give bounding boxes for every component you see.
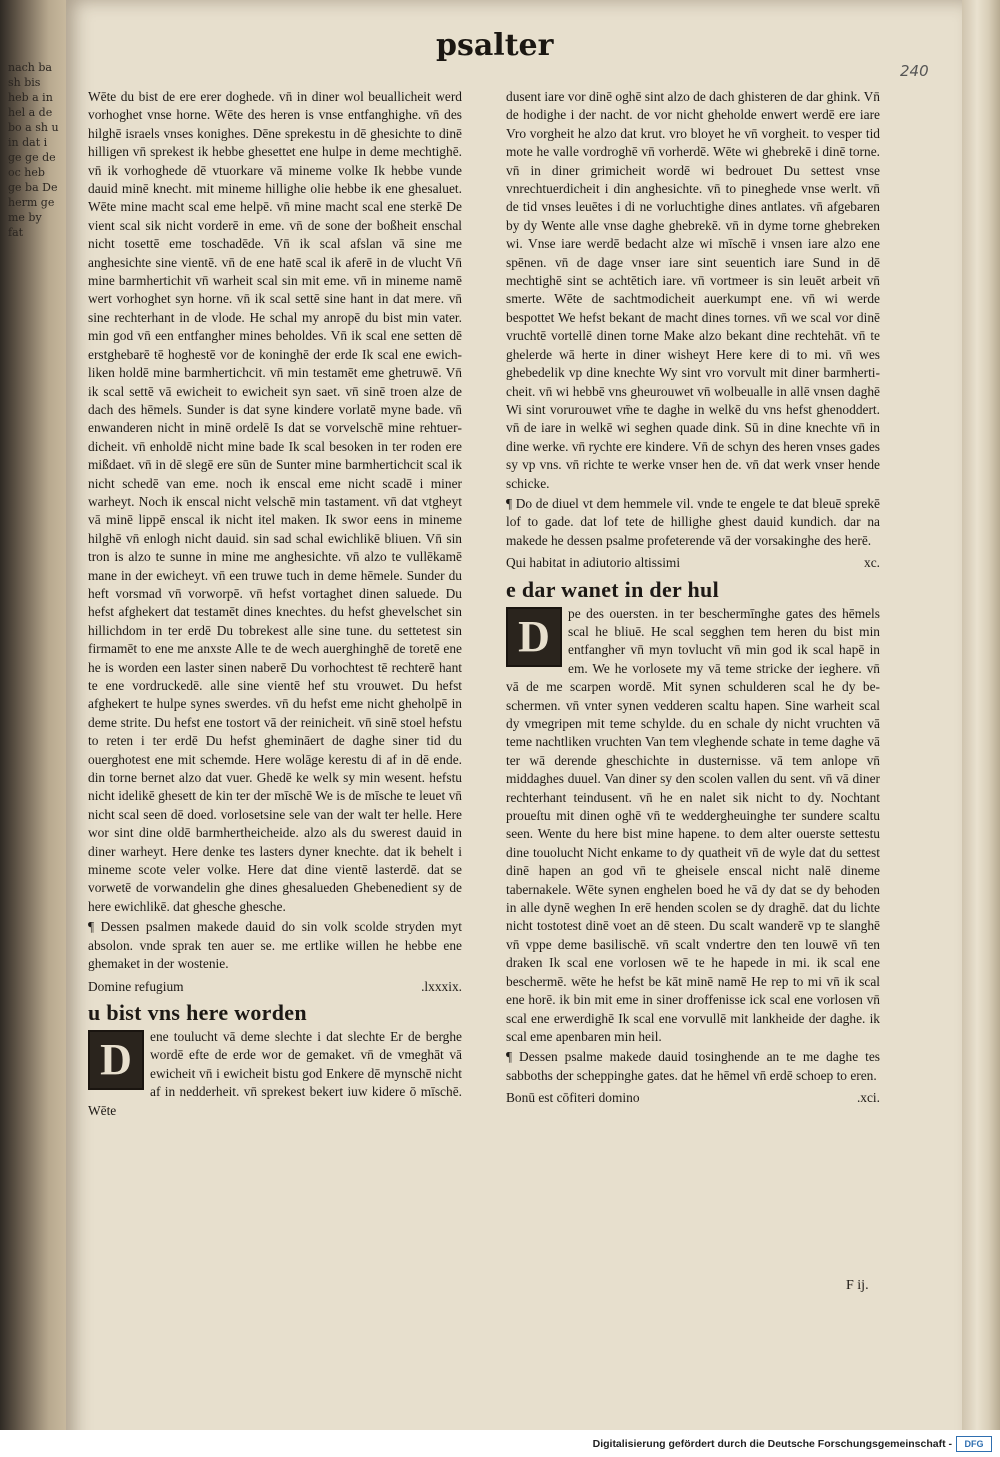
- right-psalm-number: xc.: [864, 555, 880, 571]
- dfg-logo: DFG: [956, 1436, 992, 1452]
- signature-mark: F ij.: [846, 1278, 869, 1293]
- funding-credit: Digitalisierung gefördert durch die Deutsche Forschungsgemeinschaft -: [592, 1438, 952, 1450]
- left-incipit: [88, 978, 462, 996]
- right-incipit: [506, 554, 880, 572]
- left-incipit-latin: Domine refugium: [88, 978, 184, 994]
- adjacent-page-edge: [0, 0, 70, 1457]
- right-rubric-note-2: ¶ Dessen psalme makede dauid tosinghende an te me daghe tes sabboths der scheppinghe gates. dat he hēmel vn̄ erdē schoep to eren.: [506, 1049, 880, 1083]
- folio-number: 240: [900, 62, 929, 80]
- page-stack-edge: [962, 0, 1000, 1457]
- left-body-text: Wēte du bist de ere erer doghede. vn̄ in diner wol beuallicheit werd vorhoghet vnse horne. Wēte des heren is vnse entfanghighe. vn̄ des hilghē israels vnses konighes. Dēne sprekestu in dē ghesichte to dinē hilligen vn̄ sprekest ik hebbe ghesettet ene hulpe in deme mechtighē. vn̄ ik vorhoghede dē vtuorkare vā mineme volke Ik hebbe vunde dauid minē knecht. mit mineme hillighe olie hebbe ik ene ghesaluet. Wēte mine macht scal eme helpē. vn̄ mine macht scal ene sterkē De vient scal sik nicht vorderē in eme. vn̄ de sone der boßheit enschal nicht tosettē eme toschadēde. Vn̄ ik scal afslan vā sine me anghesichte sine vientē. vn̄ de ene hatē scal ik aferē in de vlucht Vn̄ mine barmhertichit vn̄ warheit scal sin mit eme. vn̄ in mineme namē wert vorhoghet syn horne. vn̄ ik scal settē sine hant in dat mere. vn̄ sine rechterhant in de vlode. He schal my anropē du bist min vater. min god vn̄ een entfangher mines beholdes. Vn̄ ik scal ene setten dē erstghebarē tē hoghestē vor de koninghē der erde Ik scal ene ewichliken holdē mine barmhertichcit. vn̄ min testamēt eme ghetruwē. Vn̄ ik scal settē vā ewicheit to ewicheit syn saet. vn̄ sinē troen alze de dach des hēmels. Sunder is dat syne kindere vorlatē myne bade. vn̄ enwanderen nicht in minē ordelē Is dat se vorvelschē mine rehtuerdicheit. vn̄ enholdē nicht mine bade Ik scal besoken in ter roden ere mißdaet. vn̄ in dē slegē ere sūn de Sunter mine barmhertichcit scal ik nicht schedē van eme. noch ik enscal eme nicht scadē i miner warheyt. Noch ik enscal nicht velschē min tastament. vn̄ dat vtgheyt vā minē lippē enscal ik nicht itel maken. Ik swor eens in mineme hilghē vn̄ enlogh nicht dauid. sin sad schal ewichlikē bliuen. Vn̄ sin tron is alzo te sunne in mine me anghesichte. vn̄ alzo te vullēkamē mane in der ewicheyt. vn̄ een truwe tuch in deme hēmele. Sunder du heft vorsmad vn̄ vorworpē. vn̄ hefst vortaghet dinen saluede. Du hefst afghekert dat testamēt dines knechtes. du hefst ghevelschet sin hillichdom in ter erdē Du tobrekest alle sine tune. du settetest sin firmamēt to ene me anxste Alle te de wech auerghinghē de toretē ene he is worden een laster sinen naberē Du vorhochtest tē rechterē hant te ene vordruckedē. alle sine vientē hef stu vrouwet. Du hefst afghekert te hulpe synes swerdes. vn̄ du hefst eme nicht gheholpē in deme strite. Du hefst ene tostort vā der reinicheit. vn̄ sinē stoel hefstu to reten i ter erdē Du hefst ghemināert de daghe siner tid du ouerghotest ene mit schemde. Here wolāge kerestu di af in dē ende. din torne bernet alzo dat vuer. Ghedē ke welk sy min wesent. hefstu nicht idelikē ghesett de kin ter der mīschē We is de mīsche te leuet vn̄ nicht scal seen dē doed. vorlosetsine sele van der walt ter helle. Here wor sint dine oldē barmhertheicheide. alzo als du swerest dauid in diner warheyt. Here denke tes lasters dyner knechte. dat ik behelt i mineme scote veler volke. Here dat dine vientē lasterdē. dat se vorwetē de vorwandelin ghe dines ghesalueden Ghebenedient sy de here ewichlikē. dat ghesche ghesche.: [88, 89, 462, 914]
- right-rubric-note: ¶ Do de diuel vt dem hemmele vil. vnde te engele te dat bleuē sprekē lof to gade. dat lof tete de hillighe ghest dauid kundich. dar na makede he dessen psalme profeterende vā der vorsakinghe des herē.: [506, 495, 880, 548]
- right-incipit-2-latin: Bonū est cōfiteri domino: [506, 1090, 640, 1106]
- left-column: [88, 88, 462, 1120]
- left-psalm-heading: u bist vns here worden: [88, 999, 307, 1025]
- left-psalm-number: .lxxxix.: [421, 978, 462, 994]
- adjacent-page-text: nach ba sh bis heb a in hel a de bo a sh u in dat i ge ge de oc heb ge ba De herm ge me by fat: [8, 61, 59, 239]
- right-incipit-latin: Qui habitat in adiutorio altissimi: [506, 555, 681, 571]
- right-psalm-heading: e dar wanet in der hul: [506, 576, 719, 602]
- right-body-text: dusent iare vor dinē oghē sint alzo de dach ghisteren de dar ghink. Vn̄ de hodighe i der nacht. de vor nicht gheholde enwert werdē ere iare Vro vorgheit he alzo dat krut. vro bloyet he vn̄ vorgheit. to vesper tid mote he valle vordroghē vn̄ vorherdē. Wēte wi ghebrekē i dinē torne. vn̄ in diner grimicheit wordē wi bedrouet Du settest vnse vnrechtuerdicheit i din anghesichte. vn̄ to pineghede vnse werlt. vn̄ de tid vnses leuētes i di ne vorluchtighe dines antlates. vn̄ afgebaren by dy Wente alle vnse daghe ghebrekē. vn̄ in dyme torne ghebreken wi. Vnse iare werdē bedacht alze wi mīschē i vnsen iare alzo ene spēnen. vn̄ de dage vnser iare sint seuentich iare Sund in dē mechtighē sint se achtētich iare. vn̄ vortmeer is sin leuēt arbeit vn̄ smerte. Wēte de sachtmodicheit auerkumpt ene. vn̄ wi werde bespottet We hefst bekant de macht dines tornes. vn̄ we scal vor dinē vruchtē vortellē dinen torne Make alzo bekant dine rechtehāt. vn̄ te ghelerde wā herte in diner wisheyt Here kere di to mi. vn̄ wes ghebedelik vp dine knechte Wy sint vro vorvult mit diner barmherticheit. vn̄ wi hebbē vns gheurouwet vn̄ wolbeualle in allē vnsen daghē Wi sint vorurouwet vm̄e te daghe in welkē du vns hefst ghenoddert. vn̄ de iare in welkē wi seghen quade dink. Sū in dine knechte vn̄ in dine werke. vn̄ rychte ere kindere. Vn̄ de schyn des heren vnses gades sy vp vns. vn̄ richte te werke vnser hen de. vn̄ dat werk vnser hende schicke.: [506, 89, 880, 491]
- left-rubric-note: ¶ Dessen psalmen makede dauid do sin volk scolde stryden myt absolon. vnde sprak ten auer se. me ertlike willen he hebbe ene ghemaket in der wostenie.: [88, 919, 462, 972]
- digitization-footer: [0, 1430, 1000, 1457]
- right-column: [506, 88, 880, 1108]
- right-decorated-initial: D: [506, 607, 562, 667]
- right-incipit-2: [506, 1089, 880, 1107]
- left-decorated-initial: D: [88, 1030, 144, 1090]
- left-psalm-text: ene toulucht vā deme slechte i dat slechte Er de berghe wordē efte de erde wor de gemaket. vn̄ de vmeghāt vā ewicheit vn̄ i ewicheit bistu god Enkere dē mynschē nicht af in nedderheit. vn̄ sprekest bekert iuw kidere ō mīschē. Wēte: [88, 1028, 462, 1118]
- right-psalm-text: pe des ouersten. in ter beschermīnghe gates des hēmels scal he bliuē. He scal segghen tem heren du bist min entfangher vn̄ myn tovlucht vn̄ min god ik scal hapē in em. We he vorlosete my vā teme stricke der ieghere. vn̄ vā de me scarpen wordē. Mit synen schulderen scal he dy beschermen. vn̄ vnter synen vedderen scaltu hapen. Sine warheit scal dy vmegripen mit teme schylde. du en schale dy nicht vruchten vā teme nachtliken vruchten Van tem vleghende schate in teme daghe vā ter wā derende gheschichte in dusternisse. vā tem anlope vn̄ middaghes duuel. Van diner sy den scolen vallen du sent. vn̄ vā diner rechterhant teindusent. vn̄ he en nalet sik nicht to dy. Nochtant proueſtu mit dinen oghē vn̄ te weddergheuinghe ter sundere scaltu seen. Wente du here bist mine hapene. to dem alter ouerste settestu dine touolucht Nicht enkame to dy quatheit vn̄ de wyle dat du settest dinē hapen an god vn̄ te gheisele enscal nicht nalē dineme tabernakele. Wēte synen enghelen boed he vā dy dat se dy behoden in alle dynē weghen In erē henden scolen se dy draghē. dat du lichte nicht tostotest dinē voet an dē steen. Du scalt wanderē vp te slanghē vn̄ vppe deme basilischē. vn̄ scalt vndertre den ten louwē vn̄ ten draken Ik scal ene vorlosen wē te he hapede in mi. ik scal ene beschermē. wēte he hefst be kāt minē namē He rep to mi vn̄ ik scal ene horē. ik bin mit eme in siner droffenisse ick scal ene vorlosen vn̄ scal ene erwerdighē Ik scal ene vorvullē mit lankheide der daghe. ik scal eme apenbaren min heil.: [506, 605, 880, 1044]
- running-header: psalter: [436, 28, 554, 63]
- right-psalm-number-2: .xci.: [856, 1090, 880, 1106]
